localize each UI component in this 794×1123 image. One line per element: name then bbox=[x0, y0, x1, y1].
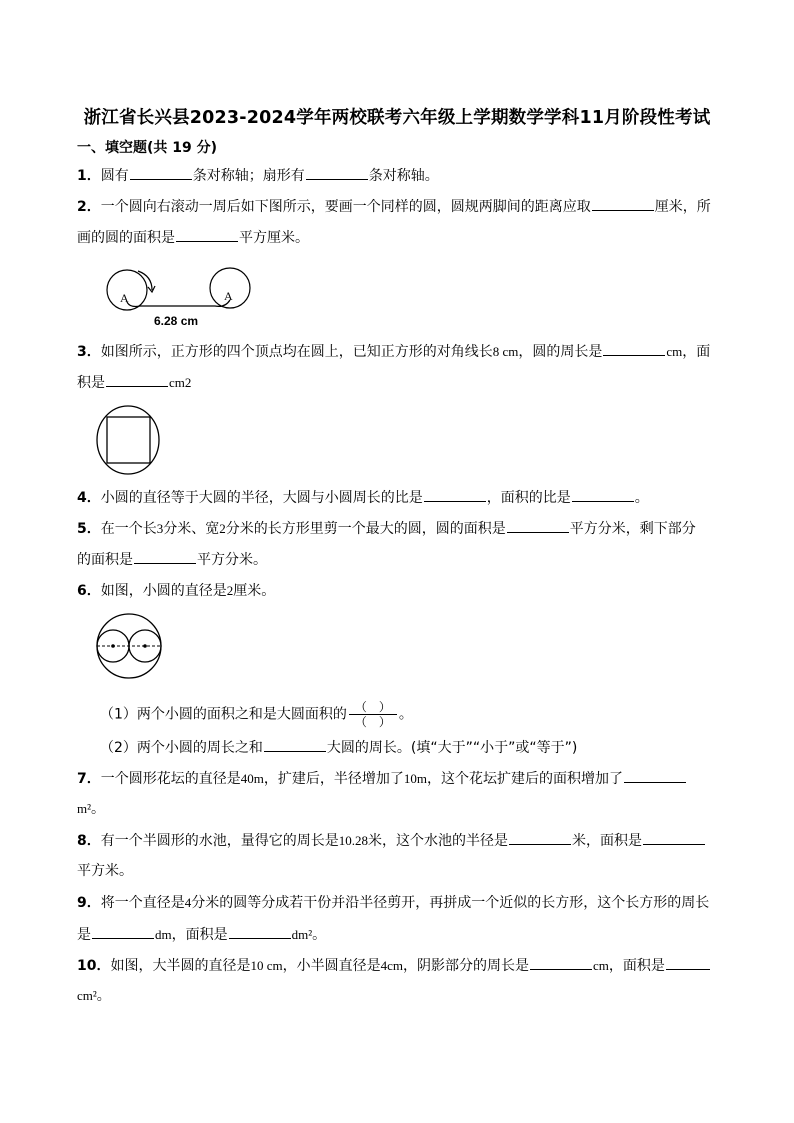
question-number: 6． bbox=[77, 583, 101, 599]
question-6-sub1 bbox=[100, 700, 413, 729]
question-1 bbox=[77, 165, 439, 186]
question-text: 积是 bbox=[77, 375, 105, 391]
unit-label: cm² bbox=[77, 988, 97, 1003]
answer-blank[interactable] bbox=[130, 165, 192, 180]
question-text: ，面积的比是 bbox=[486, 490, 571, 506]
question-text: 在一个长 bbox=[100, 521, 157, 537]
answer-blank[interactable] bbox=[229, 924, 291, 939]
answer-blank[interactable] bbox=[134, 549, 196, 564]
question-text: 分米的圆等分成若干份并沿半径剪开，再拼成一个近似的长方形，这个长方形的周长 bbox=[191, 895, 710, 911]
fraction-blank[interactable]: $\frac{( )}{( )}$ bbox=[349, 700, 397, 729]
question-text: 。 bbox=[91, 801, 106, 817]
unit-label: m² bbox=[77, 801, 92, 816]
question-text: 画的圆的面积是 bbox=[77, 230, 175, 246]
length-label: 6.28 cm bbox=[154, 314, 199, 328]
answer-blank[interactable] bbox=[603, 341, 665, 356]
question-number: 1． bbox=[77, 168, 101, 184]
question-text: 平方分米。 bbox=[197, 552, 267, 568]
question-value: 4 bbox=[184, 895, 192, 910]
question-value: 2 bbox=[226, 583, 234, 598]
question-text: 平方米。 bbox=[77, 863, 133, 879]
answer-blank[interactable] bbox=[624, 768, 686, 783]
question-text: 一个圆向右滚动一周后如下图所示，要画一个同样的圆，圆规两脚间的距离应取 bbox=[100, 199, 591, 215]
question-3 bbox=[77, 341, 710, 362]
question-text: 如图所示，正方形的四个顶点均在圆上，已知正方形的对角线长 bbox=[100, 344, 493, 360]
question-text: ，面积是 bbox=[171, 927, 228, 943]
question-value: 2 bbox=[219, 521, 226, 536]
question-text: （1）两个小圆的面积之和是大圆面积的 bbox=[100, 706, 347, 723]
answer-blank[interactable] bbox=[530, 955, 592, 970]
two-circles-figure bbox=[94, 610, 166, 682]
question-number: 5． bbox=[77, 521, 101, 537]
question-value: 10.28 bbox=[338, 833, 368, 848]
question-text: 分米的长方形里剪一个最大的圆，圆的面积是 bbox=[225, 521, 506, 537]
question-3-cont bbox=[77, 372, 191, 393]
question-text: 米，面积是 bbox=[572, 833, 642, 849]
center-dot bbox=[143, 644, 147, 648]
question-text: ，面积是 bbox=[608, 958, 665, 974]
question-10 bbox=[77, 955, 711, 976]
question-text: ，面 bbox=[682, 344, 711, 360]
question-9-cont bbox=[77, 924, 326, 945]
answer-blank[interactable] bbox=[176, 227, 238, 242]
question-text: 厘米。 bbox=[233, 583, 276, 599]
question-value: 3 bbox=[156, 521, 164, 536]
answer-blank[interactable] bbox=[592, 196, 654, 211]
question-text: 条对称轴；扇形有 bbox=[192, 168, 305, 184]
question-value: 40m bbox=[240, 771, 264, 786]
question-text: （2）两个小圆的周长之和 bbox=[100, 740, 263, 756]
question-text: 如图，小圆的直径是 bbox=[100, 583, 227, 599]
section-heading: 一、填空题(共 19 分) bbox=[77, 140, 218, 156]
question-text: ，小半圆直径是 bbox=[282, 958, 381, 974]
page-title: 浙江省长兴县2023-2024学年两校联考六年级上学期数学学科11月阶段性考试 bbox=[83, 108, 711, 128]
question-text: 是 bbox=[77, 927, 91, 943]
question-number: 3． bbox=[77, 344, 101, 360]
question-text: 。 bbox=[96, 988, 111, 1004]
question-number: 4． bbox=[77, 490, 101, 506]
question-8 bbox=[77, 830, 706, 851]
answer-blank[interactable] bbox=[424, 487, 486, 502]
question-6 bbox=[77, 581, 275, 601]
question-text: 如图，大半圆的直径是 bbox=[110, 958, 251, 974]
answer-blank[interactable] bbox=[507, 518, 569, 533]
question-10-cont bbox=[77, 986, 111, 1006]
question-text: 分米、宽 bbox=[163, 521, 220, 537]
question-value: 10m bbox=[403, 771, 427, 786]
square-in-circle-figure bbox=[94, 403, 164, 477]
question-value: 10 cm bbox=[250, 958, 283, 973]
question-5 bbox=[77, 518, 696, 539]
point-a-right: A bbox=[224, 289, 233, 303]
question-text: 大圆的周长。(填“大于”“小于”或“等于”) bbox=[326, 740, 578, 756]
question-text: ，扩建后，半径增加了 bbox=[263, 771, 404, 787]
question-text: 小圆的直径等于大圆的半径，大圆与小圆周长的比是 bbox=[100, 490, 423, 506]
question-text: ，这个花坛扩建后的面积增加了 bbox=[427, 771, 623, 787]
rolling-circle-figure bbox=[100, 262, 260, 330]
question-4 bbox=[77, 487, 649, 508]
center-dot bbox=[111, 644, 115, 648]
question-text: 。 bbox=[398, 706, 413, 723]
question-value: 8 cm bbox=[492, 344, 519, 359]
question-2-cont bbox=[77, 227, 309, 248]
answer-blank[interactable] bbox=[509, 830, 571, 845]
answer-blank[interactable] bbox=[666, 955, 710, 970]
question-8-cont bbox=[77, 861, 133, 881]
question-9 bbox=[77, 893, 709, 913]
question-text: 圆有 bbox=[100, 168, 129, 184]
question-7 bbox=[77, 768, 687, 789]
unit-label: cm2 bbox=[169, 375, 192, 390]
question-text: 厘米，所 bbox=[654, 199, 711, 215]
question-number: 7． bbox=[77, 771, 101, 787]
answer-blank[interactable] bbox=[106, 372, 168, 387]
answer-blank[interactable] bbox=[264, 737, 326, 752]
question-text: ，阴影部分的周长是 bbox=[403, 958, 530, 974]
unit-label: cm bbox=[593, 958, 609, 973]
question-text: 。 bbox=[634, 490, 649, 506]
question-text: 。 bbox=[312, 927, 327, 943]
unit-label: cm bbox=[666, 344, 683, 359]
question-5-cont bbox=[77, 549, 267, 570]
question-text: 平方厘米。 bbox=[239, 230, 309, 246]
question-text: 一个圆形花坛的直径是 bbox=[100, 771, 241, 787]
question-text: 有一个半圆形的水池，量得它的周长是 bbox=[100, 833, 339, 849]
question-text: 将一个直径是 bbox=[100, 895, 185, 911]
answer-blank[interactable] bbox=[92, 924, 154, 939]
question-text: 米，这个水池的半径是 bbox=[368, 833, 508, 849]
question-text: 平方分米，剩下部分 bbox=[569, 521, 696, 537]
unit-label: dm² bbox=[291, 927, 313, 942]
question-7-cont bbox=[77, 799, 105, 819]
question-value: 4cm bbox=[380, 958, 404, 973]
answer-blank[interactable] bbox=[572, 487, 634, 502]
question-6-sub2 bbox=[100, 737, 577, 758]
question-text: ，圆的周长是 bbox=[518, 344, 603, 360]
question-2 bbox=[77, 196, 711, 217]
answer-blank[interactable] bbox=[306, 165, 368, 180]
point-a-left: A bbox=[120, 291, 129, 305]
question-number: 8． bbox=[77, 833, 101, 849]
question-text: 条对称轴。 bbox=[368, 168, 439, 184]
question-number: 10． bbox=[77, 958, 111, 974]
question-number: 9． bbox=[77, 895, 101, 911]
unit-label: dm bbox=[155, 927, 172, 942]
answer-blank[interactable] bbox=[643, 830, 705, 845]
square bbox=[107, 417, 150, 463]
question-text: 的面积是 bbox=[77, 552, 133, 568]
question-number: 2． bbox=[77, 199, 101, 215]
